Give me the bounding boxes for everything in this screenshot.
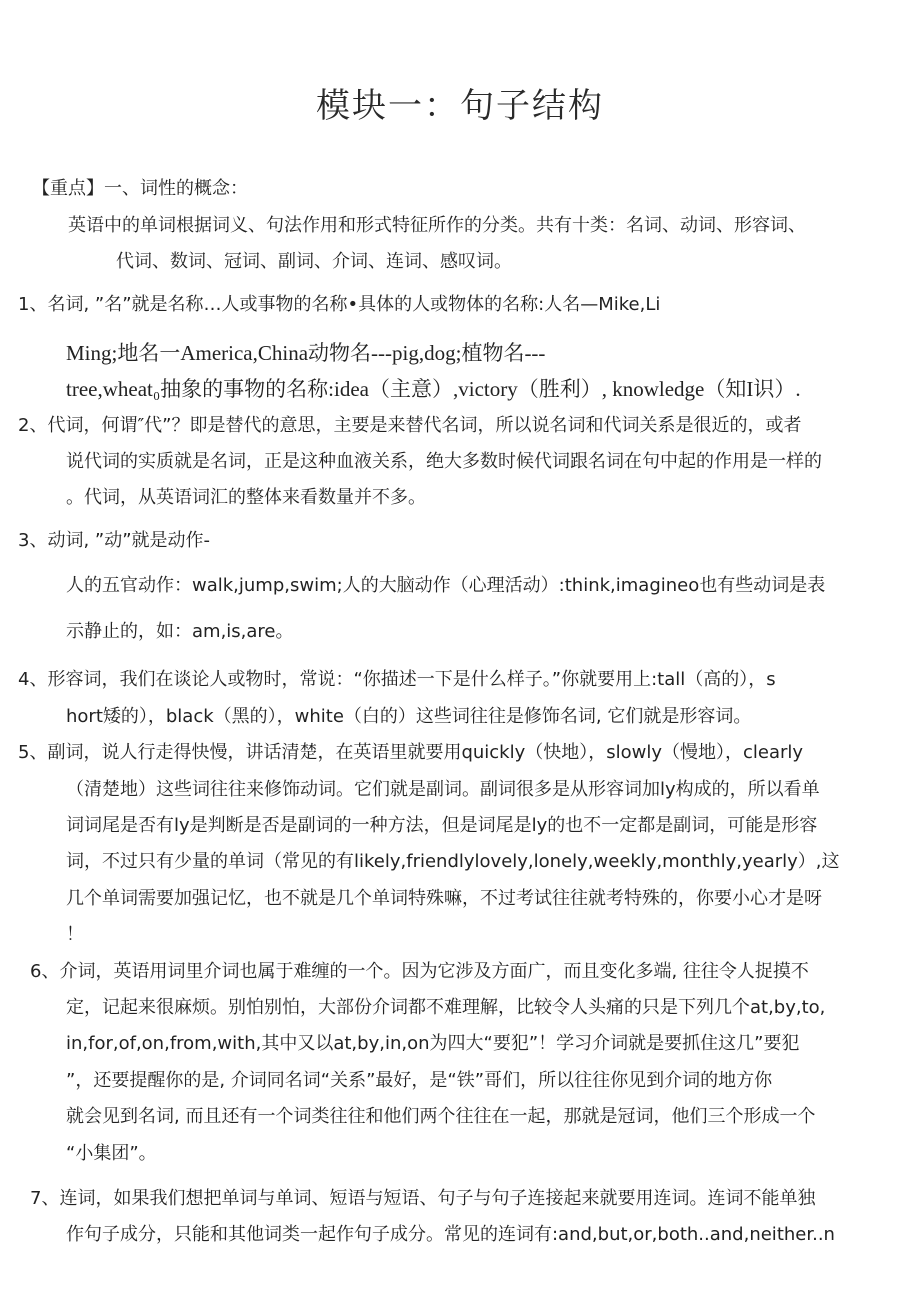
- text-line-item-6: 6、介词，英语用词里介词也属于难缠的一个。因为它涉及方面广，而且变化多端, 往往令人捉摸不: [30, 961, 809, 982]
- text-line-item-5: 5、副词，说人行走得快慢，讲话清楚，在英语里就要用quickly（快地），slowly（慢地），clearly: [18, 742, 804, 763]
- text-line-item-3: 3、动词, ”动”就是动作-: [18, 530, 211, 551]
- text-line: 说代词的实质就是名词，正是这种血液关系，绝大多数时候代词跟名词在句中起的作用是一样的: [66, 451, 822, 472]
- text-line: Ming;地名一America,China动物名---pig,dog;植物名---: [66, 341, 546, 365]
- text-line-item-2: 2、代词，何谓″代”？即是替代的意思，主要是来替代名词，所以说名词和代词关系是很近的，或者: [18, 415, 802, 436]
- text-line: “小集团”。: [66, 1143, 157, 1164]
- text-line: ！: [66, 924, 84, 945]
- text-line-item-1: 1、名词, ”名”就是名称…人或事物的名称•具体的人或物体的名称:人名—Mike,Li: [18, 294, 661, 315]
- text-line: 。代词，从英语词汇的整体来看数量并不多。: [66, 487, 426, 508]
- text-line: （清楚地）这些词往往来修饰动词。它们就是副词。副词很多是从形容词加ly构成的，所以看单: [66, 779, 820, 800]
- text-line: 就会见到名词, 而且还有一个词类往往和他们两个往往在一起，那就是冠词，他们三个形成一个: [66, 1106, 816, 1127]
- text-line: 几个单词需要加强记忆，也不就是几个单词特殊嘛，不过考试往往就考特殊的，你要小心才是呀: [66, 888, 822, 909]
- text-line-item-4: 4、形容词，我们在谈论人或物时，常说：“你描述一下是什么样子。”你就要用上:tall（高的），s: [18, 669, 776, 690]
- text-line: 作句子成分，只能和其他词类一起作句子成分。常见的连词有:and,but,or,both..and,neither..n: [66, 1224, 835, 1245]
- page-title: 模块一：句子结构: [316, 86, 604, 126]
- text-line: 定，记起来很麻烦。别怕别怕，大部份介词都不难理解，比较令人头痛的只是下列几个at,by,to,: [66, 997, 826, 1018]
- text-line: 词，不过只有少量的单词（常见的有likely,friendlylovely,lonely,weekly,monthly,yearly）,这: [66, 851, 840, 872]
- text-line: in,for,of,on,from,with,其中又以at,by,in,on为四大“要犯”！学习介词就是要抓住这几”要犯: [66, 1033, 800, 1054]
- text-line: 示静止的，如：am,is,are。: [66, 621, 294, 642]
- text-line: ”，还要提醒你的是, 介词同名词“关系”最好，是“铁”哥们，所以往往你见到介词的地方你: [66, 1070, 773, 1091]
- text-line-item-7: 7、连词，如果我们想把单词与单词、短语与短语、句子与句子连接起来就要用连词。连词不能单独: [30, 1188, 816, 1209]
- text-line: 人的五官动作：walk,jump,swim;人的大脑动作（心理活动）:think,imagineo也有些动词是表: [66, 575, 826, 596]
- text-line-key-points: 【重点】一、词性的概念：: [32, 178, 248, 199]
- text-line: 词词尾是否有ly是判断是否是副词的一种方法，但是词尾是ly的也不一定都是副词，可能是形容: [66, 815, 818, 836]
- text-line: tree,wheat₀抽象的事物的名称:idea（主意）,victory（胜利）, knowledge（知I识）.: [66, 377, 801, 401]
- text-line: 代词、数词、冠词、副词、介词、连词、感叹词。: [116, 251, 512, 272]
- text-line: 英语中的单词根据词义、句法作用和形式特征所作的分类。共有十类：名词、动词、形容词、: [68, 215, 806, 236]
- text-line: hort矮的），black（黑的），white（白的）这些词往往是修饰名词, 它们就是形容词。: [66, 706, 752, 727]
